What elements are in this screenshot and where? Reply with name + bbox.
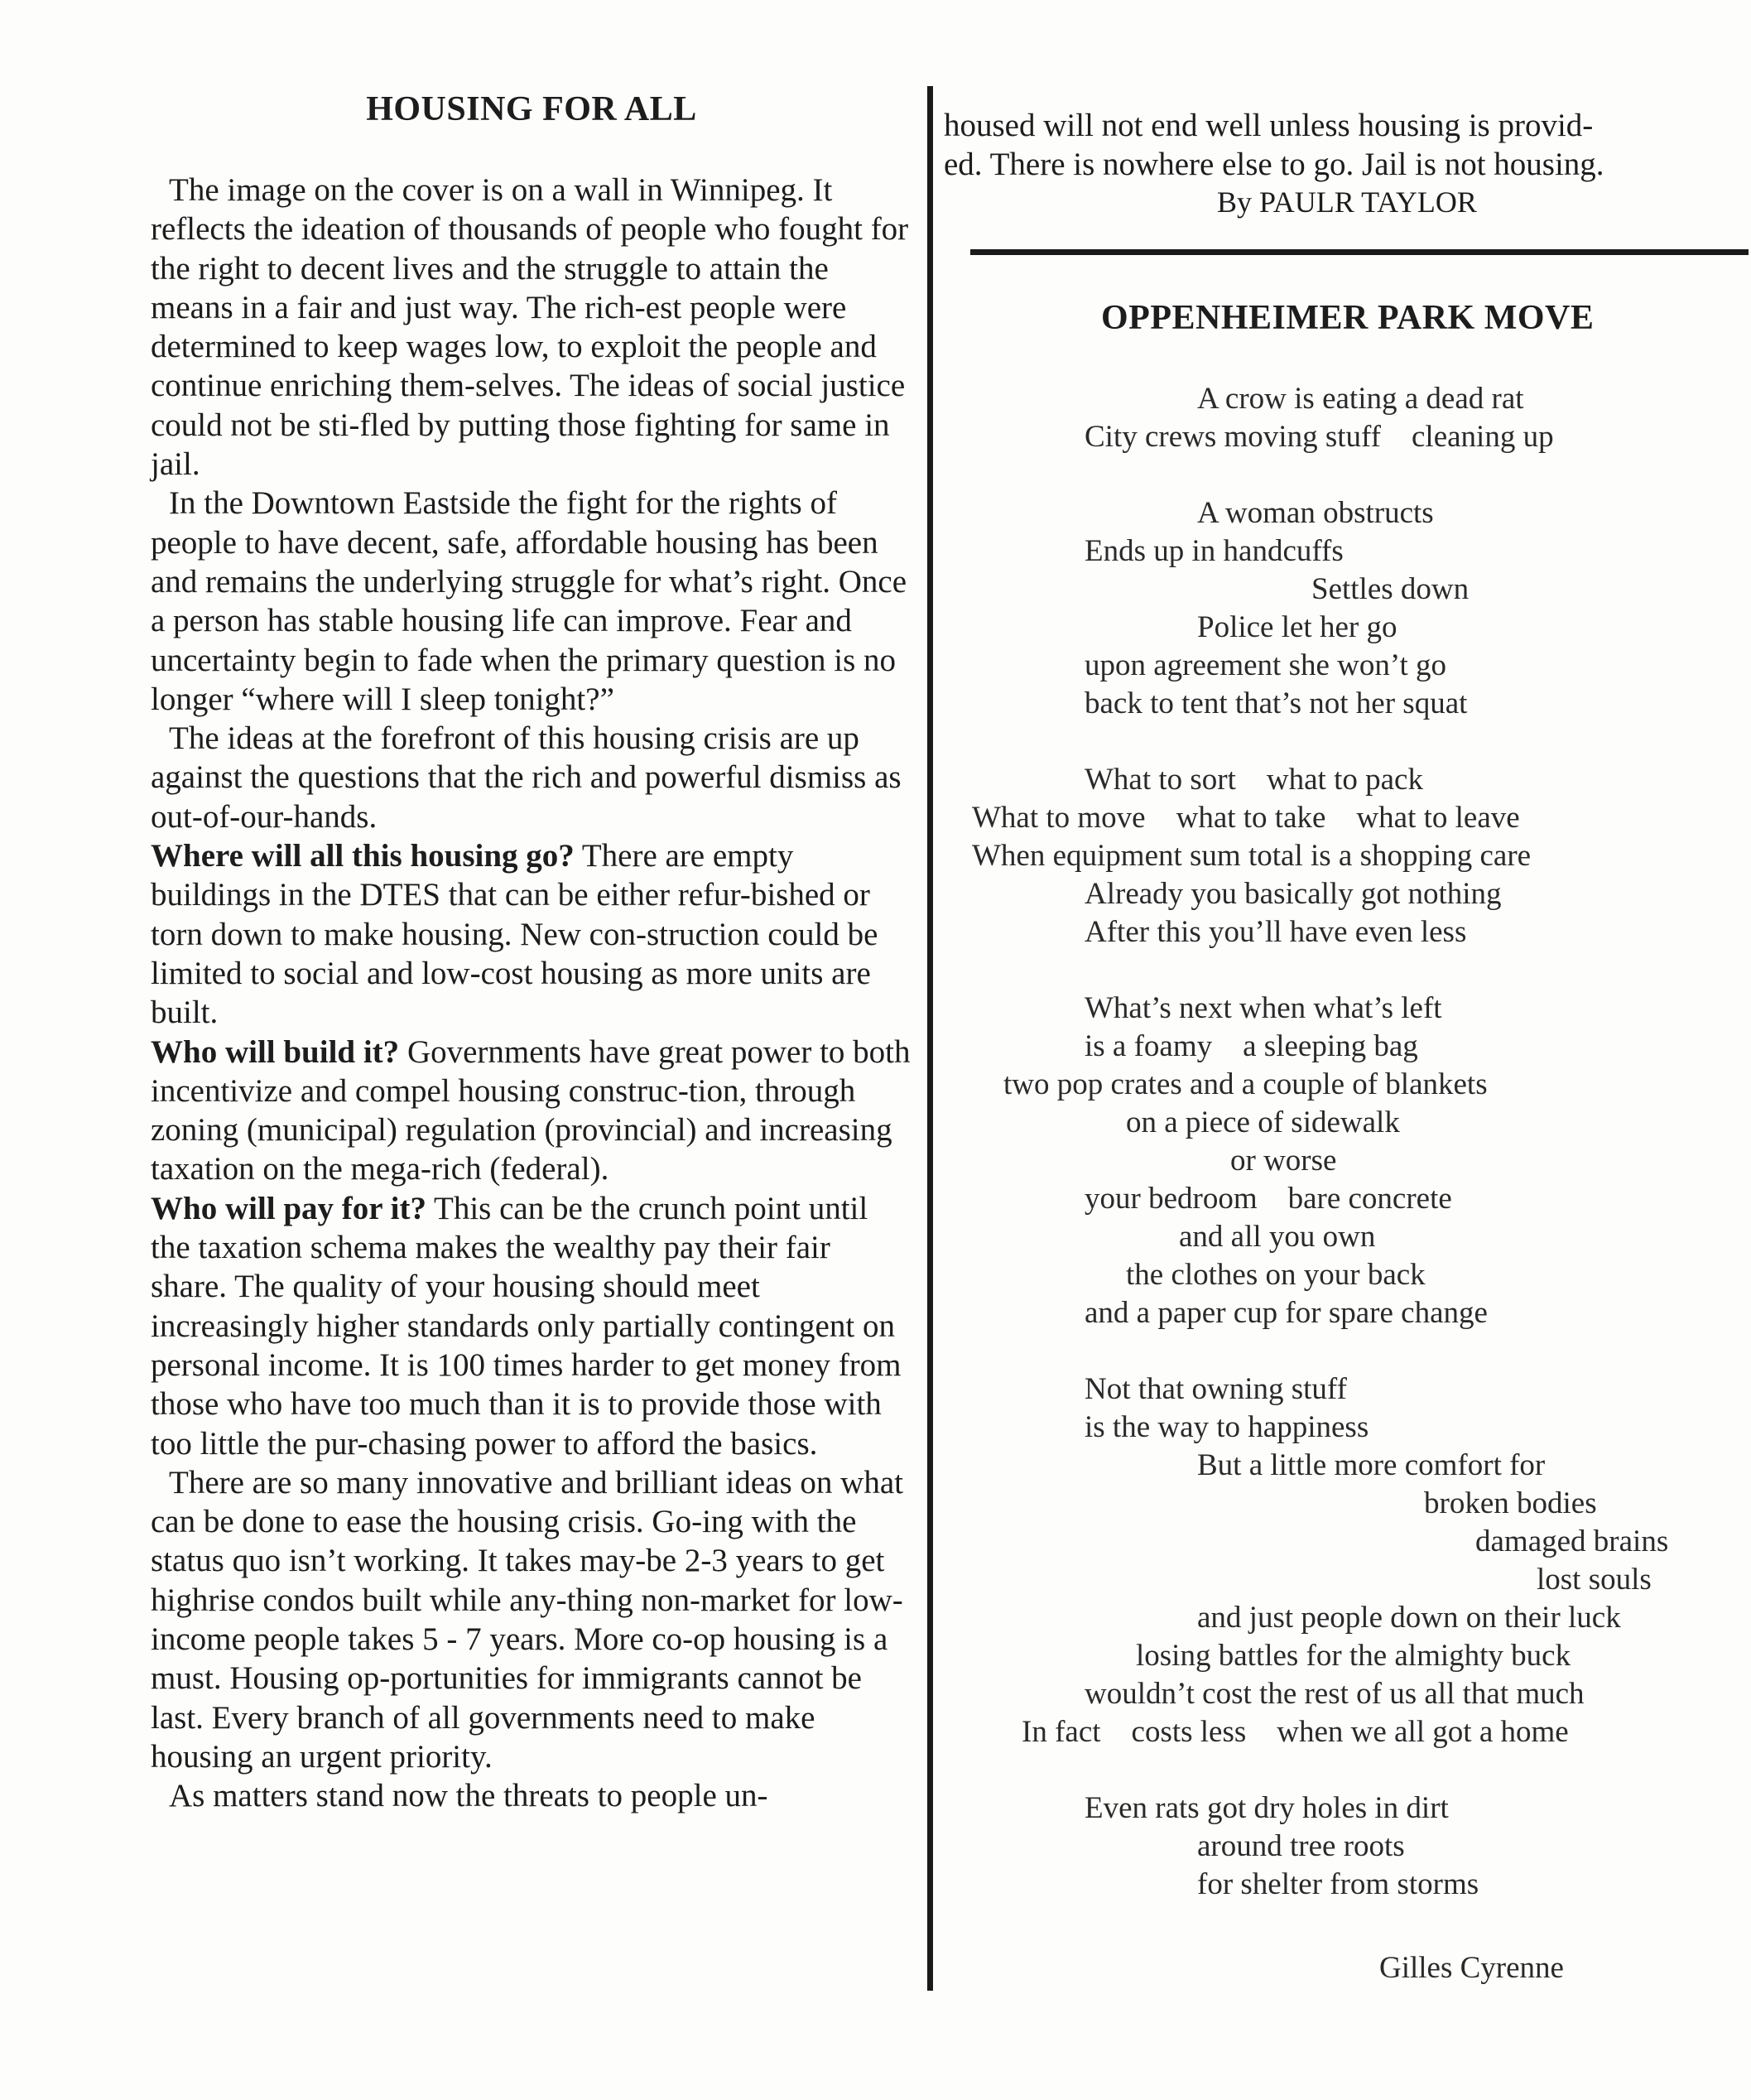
article-paragraph-4: There are so many innovative and brilliant ideas on what can be done to ease the housing crisis. Go-ing with the status quo isn’t working. It takes may-be 2-3 years to get highrise condos built while any-thing non-market for low-income people takes 5 - 7 years. More co-op housing is a must. Housing op-portunities for immigrants cannot be last. Every branch of all governments need to make housing an urgent priority.	[151, 1464, 903, 1775]
poem-line: for shelter from storms	[1197, 1867, 1479, 1901]
question-heading: Who will pay for it?	[151, 1190, 426, 1226]
poem-line: is a foamy a sleeping bag	[1085, 1029, 1418, 1063]
article-paragraph-2: In the Downtown Eastside the fight for the rights of people to have decent, safe, affordable housing has been and remains the underlying struggle for what’s right. Once a person has stable housing life can improve. Fear and uncertainty begin to fade when the primary question is no longer “where will I sleep tonight?”	[151, 485, 907, 717]
poem-line: A woman obstructs	[1197, 496, 1434, 530]
poem-line: Settles down	[1311, 572, 1470, 606]
poem-line: losing battles for the almighty buck	[1136, 1639, 1571, 1673]
poem-line: Already you basically got nothing	[1085, 877, 1502, 911]
poem-line: Even rats got dry holes in dirt	[1085, 1791, 1449, 1825]
continuation-line-1: housed will not end well unless housing is provid-	[944, 108, 1594, 143]
poem-line: and all you own	[1179, 1220, 1376, 1254]
poem-line: the clothes on your back	[1126, 1258, 1426, 1292]
question-answer: Governments have great power to both incentivize and compel housing construc-tion, through zoning (municipal) regulation (provincial) and increasing taxation on the mega-rich (federal).	[151, 1033, 911, 1187]
article-paragraph-5: As matters stand now the threats to people un-	[169, 1778, 768, 1814]
poem-line: Not that owning stuff	[1085, 1372, 1347, 1406]
article-byline: By PAULR TAYLOR	[1217, 185, 1477, 219]
poem-line: around tree roots	[1197, 1829, 1405, 1863]
poem-line: After this you’ll have even less	[1085, 915, 1467, 949]
article-paragraph-3: The ideas at the forefront of this housing crisis are up against the questions that the rich and powerful dismiss as out-of-our-hands.	[151, 720, 902, 835]
poem-line: When equipment sum total is a shopping care	[972, 839, 1532, 873]
poem-line: A crow is eating a dead rat	[1197, 382, 1524, 416]
poem-line: wouldn’t cost the rest of us all that much	[1085, 1677, 1585, 1711]
poem-line: and a paper cup for spare change	[1085, 1296, 1488, 1330]
poem-line: is the way to happiness	[1085, 1410, 1369, 1444]
poem-line: Ends up in handcuffs	[1085, 534, 1344, 568]
poem-line: and just people down on their luck	[1197, 1601, 1621, 1635]
question-heading: Where will all this housing go?	[151, 838, 575, 874]
article-title: HOUSING FOR ALL	[366, 90, 697, 128]
poem-author: Gilles Cyrenne	[1379, 1951, 1564, 1985]
poem-line: What to move what to take what to leave	[972, 801, 1520, 835]
article-paragraph-1: The image on the cover is on a wall in Winnipeg. It reflects the ideation of thousands of people who fought for the right to decent lives and the struggle to attain the means in a fair and just way. The rich-est people were determined to keep wages low, to exploit the people and continue enriching them-selves. The ideas of social justice could not be sti-fled by putting those fighting for same in jail.	[151, 172, 909, 483]
poem-line: lost souls	[1537, 1563, 1652, 1597]
poem-line: Police let her go	[1197, 610, 1397, 644]
poem-line: In fact costs less when we all got a home	[1022, 1715, 1569, 1749]
question-heading: Who will build it?	[151, 1033, 400, 1070]
poem-line: But a little more comfort for	[1197, 1448, 1546, 1482]
poem-line: upon agreement she won’t go	[1085, 648, 1447, 682]
poem-line: City crews moving stuff cleaning up	[1085, 420, 1554, 454]
poem-line: damaged brains	[1475, 1524, 1669, 1558]
poem-title: OPPENHEIMER PARK MOVE	[1101, 299, 1595, 337]
poem-line: or worse	[1230, 1144, 1337, 1178]
poem-line: back to tent that’s not her squat	[1085, 686, 1468, 720]
poem-line: broken bodies	[1424, 1486, 1597, 1520]
poem-line: What’s next when what’s left	[1085, 991, 1442, 1025]
question-answer: This can be the crunch point until the taxation schema makes the wealthy pay their fair share. The quality of your housing should meet increasingly higher standards only partially contingent on personal income. It is 100 times harder to get money from those who have too much than it is to provide those with too little the pur-chasing power to afford the basics.	[151, 1190, 902, 1462]
question-answer: There are empty buildings in the DTES that can be either refur-bished or torn down to make housing. New con-struction could be limited to social and low-cost housing as more units are built.	[151, 838, 878, 1031]
poem-line: your bedroom bare concrete	[1085, 1182, 1452, 1216]
poem-line: two pop crates and a couple of blankets	[1003, 1067, 1488, 1101]
continuation-line-2: ed. There is nowhere else to go. Jail is not housing.	[944, 147, 1604, 182]
poem-line: What to sort what to pack	[1085, 763, 1423, 797]
poem-line: on a piece of sidewalk	[1126, 1105, 1400, 1139]
